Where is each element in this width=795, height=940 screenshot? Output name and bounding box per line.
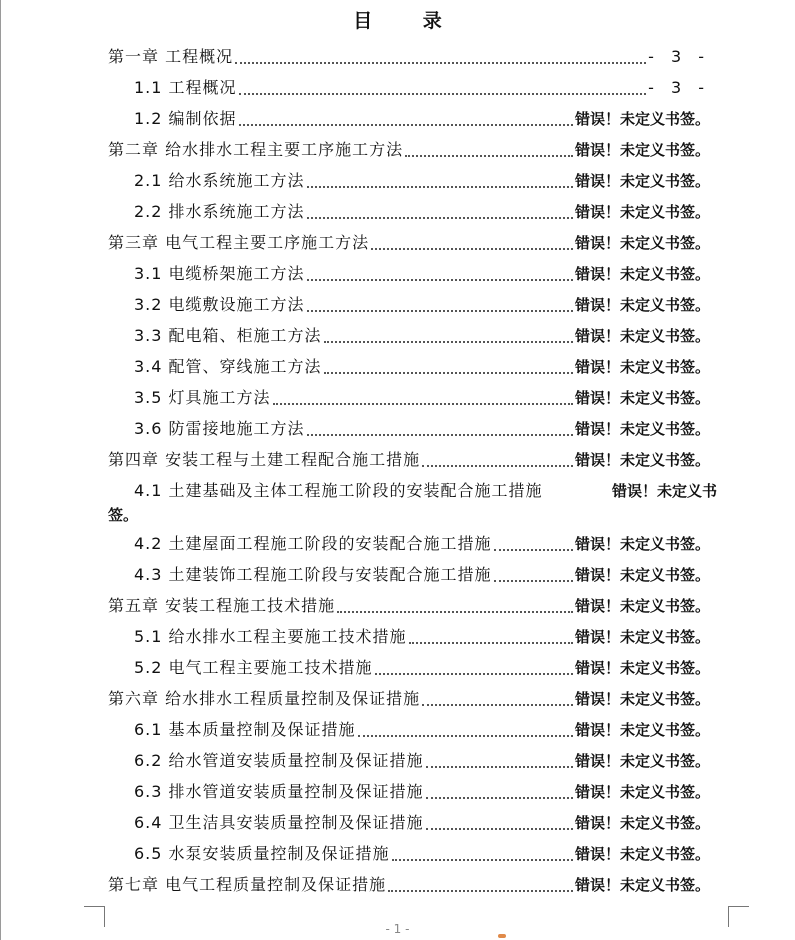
toc-page-reference: 错误！未定义书签。 [574, 566, 710, 584]
toc-entry-title: 第五章 安装工程施工技术措施 [108, 596, 336, 615]
toc-entry-title: 第三章 电气工程主要工序施工方法 [108, 233, 370, 252]
toc-page-reference-continued: 签。 [108, 506, 139, 524]
toc-dot-leader [422, 682, 573, 706]
toc-page-reference: 错误！未定义书签。 [574, 327, 710, 345]
toc-chapter-entry[interactable] [0, 448, 795, 472]
toc-dot-leader [358, 713, 573, 737]
toc-entry-title: 3.1 电缆桥架施工方法 [134, 264, 305, 283]
toc-page-reference: - 3 - [648, 47, 710, 66]
toc-page-reference: 错误！未定义书签。 [574, 389, 710, 407]
toc-entry-title: 4.3 土建装饰工程施工阶段与安装配合施工措施 [134, 565, 492, 584]
toc-page-reference: 错误！未定义书签。 [574, 451, 710, 469]
toc-dot-leader [388, 868, 573, 892]
toc-chapter-entry[interactable] [0, 45, 795, 69]
toc-entry-title: 第六章 给水排水工程质量控制及保证措施 [108, 689, 421, 708]
toc-section-entry[interactable] [0, 417, 795, 441]
toc-chapter-entry[interactable] [0, 594, 795, 618]
toc-section-entry[interactable] [0, 656, 795, 680]
toc-page-reference: 错误！未定义书签。 [574, 296, 710, 314]
toc-page-reference: 错误！未定义书签。 [574, 110, 710, 128]
toc-page-reference: 错误！未定义书签。 [574, 358, 710, 376]
toc-entry-title: 4.2 土建屋面工程施工阶段的安装配合施工措施 [134, 534, 492, 553]
toc-dot-leader [494, 527, 573, 551]
toc-section-entry[interactable] [0, 355, 795, 379]
toc-entry-title: 1.1 工程概况 [134, 78, 237, 97]
toc-entry-title: 6.2 给水管道安装质量控制及保证措施 [134, 751, 424, 770]
toc-chapter-entry[interactable] [0, 873, 795, 897]
toc-page-reference: 错误！未定义书签。 [574, 845, 710, 863]
page-number: - 1 - [385, 922, 410, 936]
toc-entry-title: 第二章 给水排水工程主要工序施工方法 [108, 140, 404, 159]
toc-page-reference: 错误！未定义书签。 [574, 721, 710, 739]
toc-section-entry[interactable] [0, 780, 795, 804]
toc-entry-title: 5.1 给水排水工程主要施工技术措施 [134, 627, 407, 646]
toc-entry-title: 3.5 灯具施工方法 [134, 388, 271, 407]
toc-dot-leader [426, 744, 573, 768]
toc-section-entry[interactable] [0, 625, 795, 649]
toc-entry-title: 3.4 配管、穿线施工方法 [134, 357, 322, 376]
toc-entry-title: 第四章 安装工程与土建工程配合施工措施 [108, 450, 421, 469]
toc-section-entry[interactable] [0, 718, 795, 742]
toc-entry-title: 4.1 土建基础及主体工程施工阶段的安装配合施工措施 [134, 481, 543, 500]
toc-section-entry[interactable] [0, 76, 795, 100]
toc-dot-leader [392, 837, 573, 861]
toc-entry-title: 3.6 防雷接地施工方法 [134, 419, 305, 438]
toc-dot-leader [371, 226, 573, 250]
toc-entry-title: 3.3 配电箱、柜施工方法 [134, 326, 322, 345]
toc-section-entry[interactable] [0, 563, 795, 587]
toc-page-reference: 错误！未定义书签。 [574, 783, 710, 801]
toc-chapter-entry[interactable] [0, 231, 795, 255]
toc-section-entry[interactable] [0, 842, 795, 866]
toc-dot-leader [307, 164, 573, 188]
toc-entry-title: 2.2 排水系统施工方法 [134, 202, 305, 221]
toc-dot-leader [375, 651, 573, 675]
toc-section-entry[interactable] [0, 293, 795, 317]
toc-dot-leader [307, 412, 573, 436]
toc-dot-leader [324, 350, 573, 374]
toc-section-entry[interactable] [0, 107, 795, 131]
toc-page-reference: 错误！未定义书签。 [574, 876, 710, 894]
toc-entry-title: 第七章 电气工程质量控制及保证措施 [108, 875, 387, 894]
toc-entry-title: 6.5 水泵安装质量控制及保证措施 [134, 844, 390, 863]
toc-entry-title: 6.3 排水管道安装质量控制及保证措施 [134, 782, 424, 801]
toc-page-reference: 错误！未定义书签。 [574, 690, 710, 708]
toc-dot-leader [494, 558, 573, 582]
toc-dot-leader [324, 319, 573, 343]
toc-section-entry[interactable] [0, 262, 795, 286]
toc-dot-leader [239, 71, 647, 95]
toc-dot-leader [307, 257, 573, 281]
toc-page-reference: 错误！未定义书签。 [574, 752, 710, 770]
toc-dot-leader [422, 443, 573, 467]
toc-dot-leader [273, 381, 573, 405]
toc-entry-title: 6.1 基本质量控制及保证措施 [134, 720, 356, 739]
toc-entry-title: 2.1 给水系统施工方法 [134, 171, 305, 190]
toc-dot-leader [405, 133, 573, 157]
toc-page-reference: 错误！未定义书 [612, 482, 718, 500]
toc-dot-leader [307, 288, 573, 312]
toc-page-reference: 错误！未定义书签。 [574, 203, 710, 221]
toc-entry-title: 1.2 编制依据 [134, 109, 237, 128]
toc-page-reference: 错误！未定义书签。 [574, 597, 710, 615]
toc-dot-leader [235, 40, 646, 64]
toc-dot-leader [409, 620, 573, 644]
toc-chapter-entry[interactable] [0, 687, 795, 711]
toc-section-entry[interactable] [0, 749, 795, 773]
toc-section-entry[interactable] [0, 169, 795, 193]
toc-entry-title: 5.2 电气工程主要施工技术措施 [134, 658, 373, 677]
toc-page-reference: 错误！未定义书签。 [574, 814, 710, 832]
toc-entry-title: 6.4 卫生洁具安装质量控制及保证措施 [134, 813, 424, 832]
toc-page-reference: 错误！未定义书签。 [574, 172, 710, 190]
toc-page-reference: 错误！未定义书签。 [574, 535, 710, 553]
toc-section-entry[interactable] [0, 200, 795, 224]
cursor-mark [498, 934, 506, 938]
toc-entry-title: 第一章 工程概况 [108, 47, 234, 66]
toc-page-reference: 错误！未定义书签。 [574, 234, 710, 252]
toc-section-entry[interactable] [0, 479, 795, 503]
toc-page-reference: 错误！未定义书签。 [574, 141, 710, 159]
toc-section-entry[interactable] [0, 532, 795, 556]
toc-entry-title: 3.2 电缆敷设施工方法 [134, 295, 305, 314]
toc-dot-leader [239, 102, 573, 126]
toc-dot-leader [426, 775, 573, 799]
toc-chapter-entry[interactable] [0, 138, 795, 162]
toc-dot-leader [337, 589, 573, 613]
toc-dot-leader [426, 806, 573, 830]
toc-page-reference: 错误！未定义书签。 [574, 659, 710, 677]
toc-dot-leader [307, 195, 573, 219]
toc-page-reference: 错误！未定义书签。 [574, 628, 710, 646]
toc-section-entry[interactable] [0, 811, 795, 835]
toc-page-reference: 错误！未定义书签。 [574, 265, 710, 283]
toc-section-entry[interactable] [0, 386, 795, 410]
toc-page-reference: - 3 - [648, 78, 710, 97]
toc-title: 目 录 [353, 10, 464, 32]
toc-page-reference: 错误！未定义书签。 [574, 420, 710, 438]
toc-section-entry[interactable] [0, 324, 795, 348]
